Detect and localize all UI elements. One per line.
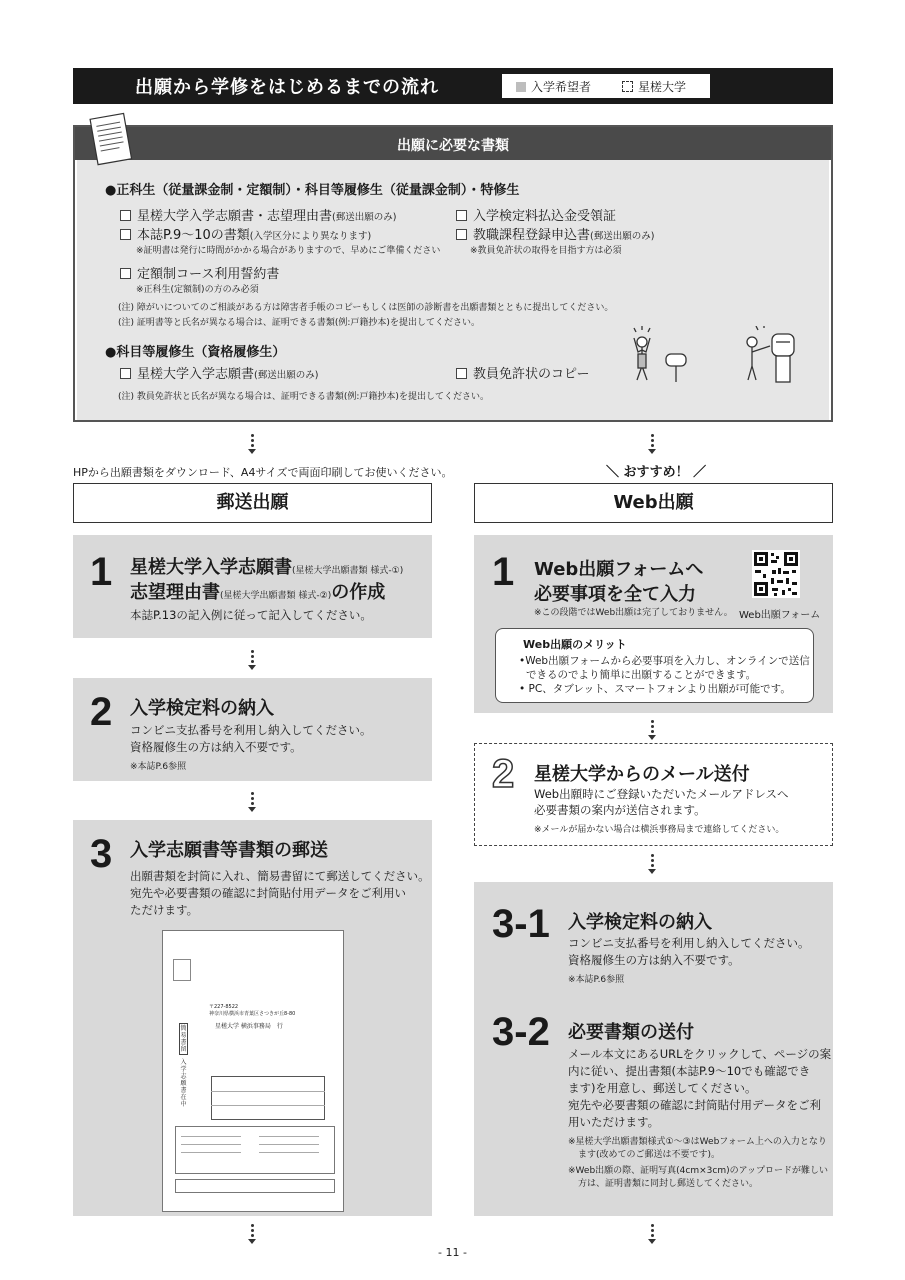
merit-item: • PC、タブレット、スマートフォンより出願が可能です。	[519, 683, 791, 695]
flow-arrow-icon	[250, 790, 254, 810]
step-body: 必要書類の案内が送信されます。	[534, 803, 706, 817]
step-number: 3	[90, 832, 113, 876]
step-title: Web出願フォームへ	[534, 559, 704, 580]
merit-title: Web出願のメリット	[523, 638, 627, 651]
doc-item-label: 本誌P.9〜10の書類	[137, 228, 250, 243]
step-title-part: 志望理由書	[130, 582, 220, 603]
flow-arrow-icon	[250, 432, 254, 452]
checkbox-icon	[120, 268, 131, 279]
doc-item-label: 星槎大学入学志願書	[137, 367, 255, 382]
step-ref: ※本誌P.6参照	[568, 975, 625, 985]
doc-item-note: (郵送出願のみ)	[254, 370, 319, 381]
doc-item-subnote: ※正科生(定額制)の方のみ必須	[136, 285, 259, 295]
legend-university-label: 星槎大学	[638, 80, 687, 94]
page-title: 出願から学修をはじめるまでの流れ	[135, 77, 439, 98]
flow-arrow-icon	[250, 648, 254, 668]
recommend-label: ＼ おすすめ！ ／	[606, 465, 707, 480]
dashed-swatch-icon	[622, 81, 633, 92]
step-title: 必要書類の送付	[568, 1022, 694, 1043]
legend-applicant-label: 入学希望者	[531, 80, 592, 94]
qr-code-icon[interactable]	[752, 550, 800, 598]
checkbox-icon	[456, 368, 467, 379]
step-body: コンビニ支払番号を利用し納入してください。	[130, 723, 372, 737]
doc-item-license	[456, 363, 589, 382]
doc-item-note: (入学区分により異なります)	[249, 231, 372, 242]
step-body: 出願書類を封筒に入れ、簡易書留にて郵送してください。	[130, 869, 430, 883]
step-title: 星槎大学からのメール送付	[534, 764, 750, 785]
flow-arrow-icon	[250, 1222, 254, 1242]
step-body: 宛先や必要書類の確認に封筒貼付用データをご利	[568, 1098, 821, 1112]
merit-item: できるのでより簡単に出願することができます。	[526, 669, 757, 681]
envelope-recipient: 星槎大学 横浜事務局 行	[215, 1023, 283, 1030]
envelope-footer-box	[175, 1179, 335, 1193]
step-title	[130, 578, 385, 604]
doc-item-application	[120, 363, 318, 382]
documents-header-title: 出願に必要な書類	[397, 138, 509, 154]
section2-title: ●科目等履修生（資格履修生）	[105, 345, 286, 360]
grey-swatch-icon	[516, 82, 526, 92]
checkbox-icon	[456, 229, 467, 240]
doc-item-subnote: ※証明書は発行に時間がかかる場合がありますので、早めにご準備ください	[136, 246, 441, 256]
step-note: 方は、証明書類に同封し郵送してください。	[578, 1179, 759, 1189]
docs-note: (注) 証明書等と氏名が異なる場合は、証明できる書類(例:戸籍抄本)を提出してください。	[118, 318, 480, 328]
checkbox-icon	[120, 229, 131, 240]
flow-arrow-icon	[650, 852, 654, 872]
step-title-note: (星槎大学出願書類 様式-①)	[292, 566, 404, 576]
envelope-sender-box	[211, 1076, 325, 1120]
doc-item-certificates	[120, 224, 371, 243]
step-body: 資格履修生の方は納入不要です。	[130, 740, 302, 754]
merit-item: •Web出願フォームから必要事項を入力し、オンラインで送信	[519, 655, 810, 667]
flow-arrow-icon	[650, 432, 654, 452]
step-body: 用いただけます。	[568, 1115, 660, 1129]
step-body: ます)を用意し、郵送してください。	[568, 1081, 757, 1095]
flow-arrow-icon	[650, 1222, 654, 1242]
download-note: HPから出願書類をダウンロード、A4サイズで両面印刷してお使いください。	[73, 466, 453, 479]
step-title: 入学検定料の納入	[130, 698, 274, 719]
step-note: ※Web出願の際、証明写真(4cm×3cm)のアップロードが難しい	[568, 1166, 828, 1176]
checkbox-icon	[120, 210, 131, 221]
step-title-part: 星槎大学入学志願書	[130, 557, 292, 578]
doc-item-label: 星槎大学入学志願書・志望理由書	[137, 209, 333, 224]
doc-item-label: 教員免許状のコピー	[473, 367, 590, 382]
step-title: 入学志願書等書類の郵送	[130, 840, 328, 861]
doc-item-application	[120, 205, 396, 224]
section1-title: ●正科生（従量課金制・定額制）・科目等履修生（従量課金制）・特修生	[105, 183, 520, 198]
doc-item-receipt	[456, 205, 616, 224]
step-number: 1	[90, 550, 113, 594]
step-body: 宛先や必要書類の確認に封筒貼付用データをご利用い	[130, 886, 406, 900]
step-title-note: (星槎大学出願書類 様式-②)	[220, 591, 332, 601]
step-title: 必要事項を全て入力	[534, 584, 696, 605]
envelope-zip: 〒227-8522	[209, 1004, 239, 1010]
envelope-illustration	[162, 930, 344, 1212]
step-title: 入学検定料の納入	[568, 912, 712, 933]
step-note: ※星槎大学出願書類様式①〜③はWebフォーム上への入力となり	[568, 1137, 827, 1147]
step-body: コンビニ支払番号を利用し納入してください。	[568, 936, 810, 950]
step-body: ただけます。	[130, 903, 199, 917]
envelope-registered: 簡易書留	[180, 1025, 187, 1053]
step-note: ※この段階ではWeb出願は完了しておりません。	[534, 608, 733, 618]
docs-note: (注) 障がいについてのご相談がある方は障害者手帳のコピーもしくは医師の診断書を出願書類とともに提出してください。	[118, 303, 614, 313]
doc-item-subnote: ※教員免許状の取得を目指す方は必須	[470, 246, 622, 256]
doc-item-teaching	[456, 224, 654, 243]
step-number: 2	[90, 690, 113, 734]
step-title	[130, 553, 403, 579]
doc-item-note: (郵送出願のみ)	[332, 212, 397, 223]
envelope-address: 神奈川県横浜市青葉区さつきが丘8-80	[209, 1011, 296, 1017]
checkbox-icon	[456, 210, 467, 221]
step-title-part: の作成	[331, 582, 386, 603]
doc-item-label: 入学検定料払込金受領証	[473, 209, 617, 224]
page-number: - 11 -	[438, 1246, 467, 1259]
legend-applicant	[516, 78, 591, 95]
envelope-contents: 入学志願書在中	[180, 1059, 187, 1108]
qr-label: Web出願フォーム	[739, 610, 821, 621]
postal-application-header: 郵送出願	[73, 483, 432, 523]
post-box-illustration	[738, 326, 808, 384]
step-body: 内に従い、提出書類(本誌P.9〜10でも確認でき	[568, 1064, 811, 1078]
step-note: ※メールが届かない場合は横浜事務局まで連絡してください。	[534, 825, 785, 835]
stamp-box	[173, 959, 191, 981]
step-number: 2	[492, 752, 515, 796]
doc-item-pledge	[120, 263, 279, 282]
docs-note: (注) 教員免許状と氏名が異なる場合は、証明できる書類(例:戸籍抄本)を提出してください。	[118, 392, 489, 402]
doc-item-note: (郵送出願のみ)	[590, 231, 655, 242]
step-note: ます(改めてのご郵送は不要です)。	[578, 1150, 721, 1160]
step-number: 3-2	[492, 1010, 550, 1054]
step-body: 資格履修生の方は納入不要です。	[568, 953, 740, 967]
legend-university	[622, 78, 686, 95]
doc-item-label: 定額制コース利用誓約書	[137, 267, 280, 282]
person-mailbox-illustration	[628, 326, 694, 384]
document-icon	[88, 112, 134, 168]
flow-arrow-icon	[650, 718, 654, 738]
step-body: 本誌P.13の記入例に従って記入してください。	[130, 608, 372, 622]
step-number: 1	[492, 550, 515, 594]
step-body: Web出願時にご登録いただいたメールアドレスへ	[534, 787, 789, 801]
step-number: 3-1	[492, 902, 550, 946]
step-ref: ※本誌P.6参照	[130, 762, 187, 772]
web-application-header: Web出願	[474, 483, 833, 523]
step-body: メール本文にあるURLをクリックして、ページの案	[568, 1047, 832, 1061]
doc-item-label: 教職課程登録申込書	[473, 228, 591, 243]
checkbox-icon	[120, 368, 131, 379]
envelope-checklist	[175, 1126, 335, 1174]
